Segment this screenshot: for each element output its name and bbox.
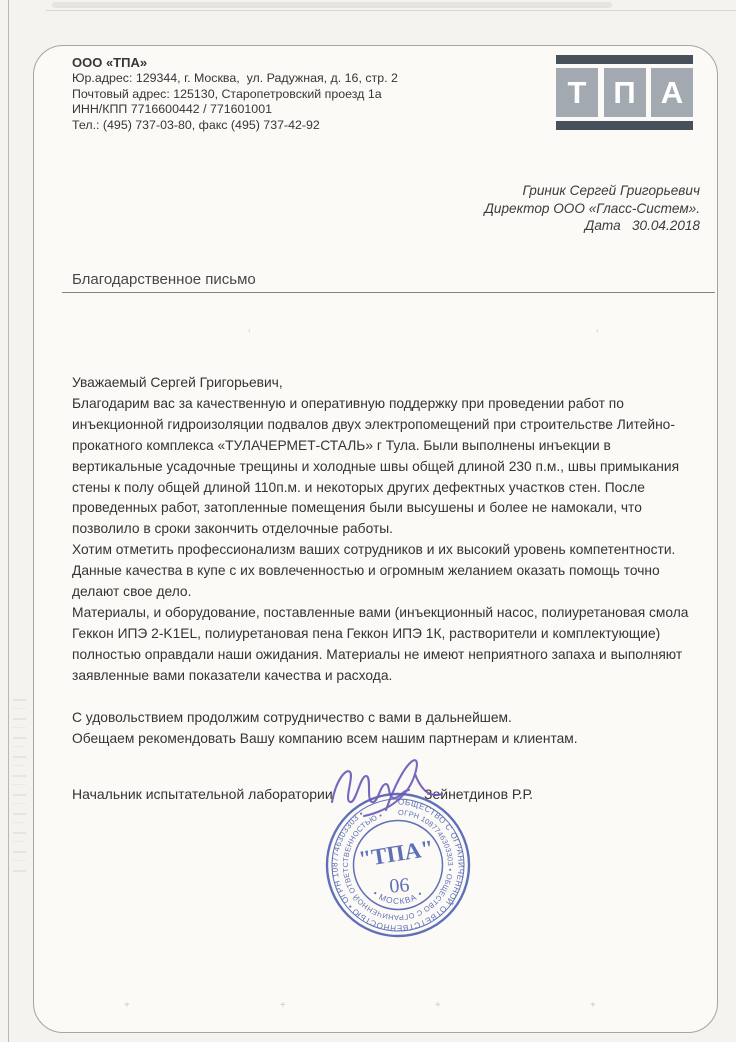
paragraph: С удовольствием продолжим сотрудничество с вами в дальнейшем.	[72, 709, 512, 725]
company-header	[72, 55, 542, 134]
signature-stroke	[364, 760, 417, 816]
logo-letter-p: П	[604, 68, 646, 117]
stamp-number: 06	[388, 874, 411, 898]
paragraph: Материалы, и оборудование, поставленные вами (инъекционный насос, полиуретановая смола Геккон ИПЭ 2-K1EL, полиуретановая пена Геккон ИПЭ 1К, растворители и комплектующие) полностью оправдали наши ожидания. Материалы не имеют неприятного запаха и выполняют заявленные вами показатели качества и расхода.	[72, 604, 689, 683]
paragraph: Благодарим вас за качественную и оперативную поддержку при проведении работ по инъекционной гидроизоляции подвалов двух электропомещений при строительстве Литейно-прокатного комплекса «ТУЛАЧЕРМЕТ-СТАЛЬ» г Тула. Были выполнены инъекции в вертикальные усадочные трещины и холодные швы общей длиной 230 п.м., швы примыкания стены к полу общей длиной 110п.м. и некоторых других дефектных участков стен. После проведенных работ, затопленные помещения были высушены и более не намокали, что позволило в сроки закончить отделочные работы.	[72, 395, 680, 537]
company-logo	[556, 55, 693, 130]
company-name: ООО «ТПА»	[72, 55, 148, 70]
scan-artifact: +	[280, 1000, 286, 1011]
signer-name: Зейнетдинов Р.Р.	[424, 786, 534, 802]
signature-stroke	[415, 774, 442, 795]
legal-address: Юр.адрес: 129344, г. Москва, ул. Радужная, д. 16, стр. 2	[72, 70, 398, 85]
signature-stroke	[332, 771, 409, 802]
handwritten-signature	[326, 748, 454, 830]
recipient-name: Гриник Сергей Григорьевич	[522, 183, 700, 198]
salutation: Уважаемый Сергей Григорьевич,	[72, 375, 283, 390]
recipient-block	[484, 182, 700, 235]
stamp-city-text: • МОСКВА •	[371, 888, 425, 907]
stamp-ring-inner-text: ОГРН 1087746303303 • ОБЩЕСТВО С ОГРАНИЧЕННОЙ ОТВЕТСТВЕННОСТЬЮ •	[340, 807, 455, 923]
page-edge-line	[8, 0, 9, 1042]
scan-artifact: ’	[596, 328, 599, 340]
scan-artifact	[52, 2, 612, 8]
scan-artifact: ’	[248, 328, 251, 340]
scan-artifact: +	[435, 1000, 441, 1011]
letter-body	[72, 373, 705, 749]
logo-letter-row	[556, 68, 693, 117]
phone-fax: Тел.: (495) 737-03-80, факс (495) 737-42-92	[72, 118, 320, 133]
logo-letter-t: Т	[556, 68, 598, 117]
signer-role: Начальник испытательной лаборатории	[72, 786, 333, 802]
scan-artifact	[13, 690, 26, 875]
recipient-position: Директор ООО «Гласс-Систем».	[484, 200, 700, 216]
logo-letter-a: А	[651, 68, 693, 117]
paragraph: Хотим отметить профессионализм ваших сотрудников и их высокий уровень компетентности. Данные качества в купе с их вовлеченностью и огромным желанием оказать помощь точно делают свое дело.	[72, 542, 676, 600]
letter-date: Дата 30.04.2018	[584, 218, 700, 234]
inn-kpp: ИНН/КПП 7716600442 / 771601001	[72, 102, 272, 117]
stamp-ring-outer-text: ОБЩЕСТВО С ОГРАНИЧЕННОЙ ОТВЕТСТВЕННОСТЬЮ • ОГРН 1087746303303 •	[330, 797, 466, 933]
page-edge-line	[46, 10, 736, 11]
logo-bottom-bar	[556, 121, 693, 130]
paragraph: Обещаем рекомендовать Вашу компанию всем нашим партнерам и клиентам.	[72, 730, 578, 746]
letter-title: Благодарственное письмо	[72, 271, 256, 288]
postal-address: Почтовый адрес: 125130, Старопетровский проезд 1а	[72, 86, 382, 101]
stamp-center-text: "ТПА"	[357, 835, 436, 872]
title-underline	[62, 292, 715, 293]
logo-top-bar	[556, 55, 693, 64]
scan-artifact: +	[590, 1000, 596, 1011]
scan-artifact: +	[124, 1000, 130, 1011]
